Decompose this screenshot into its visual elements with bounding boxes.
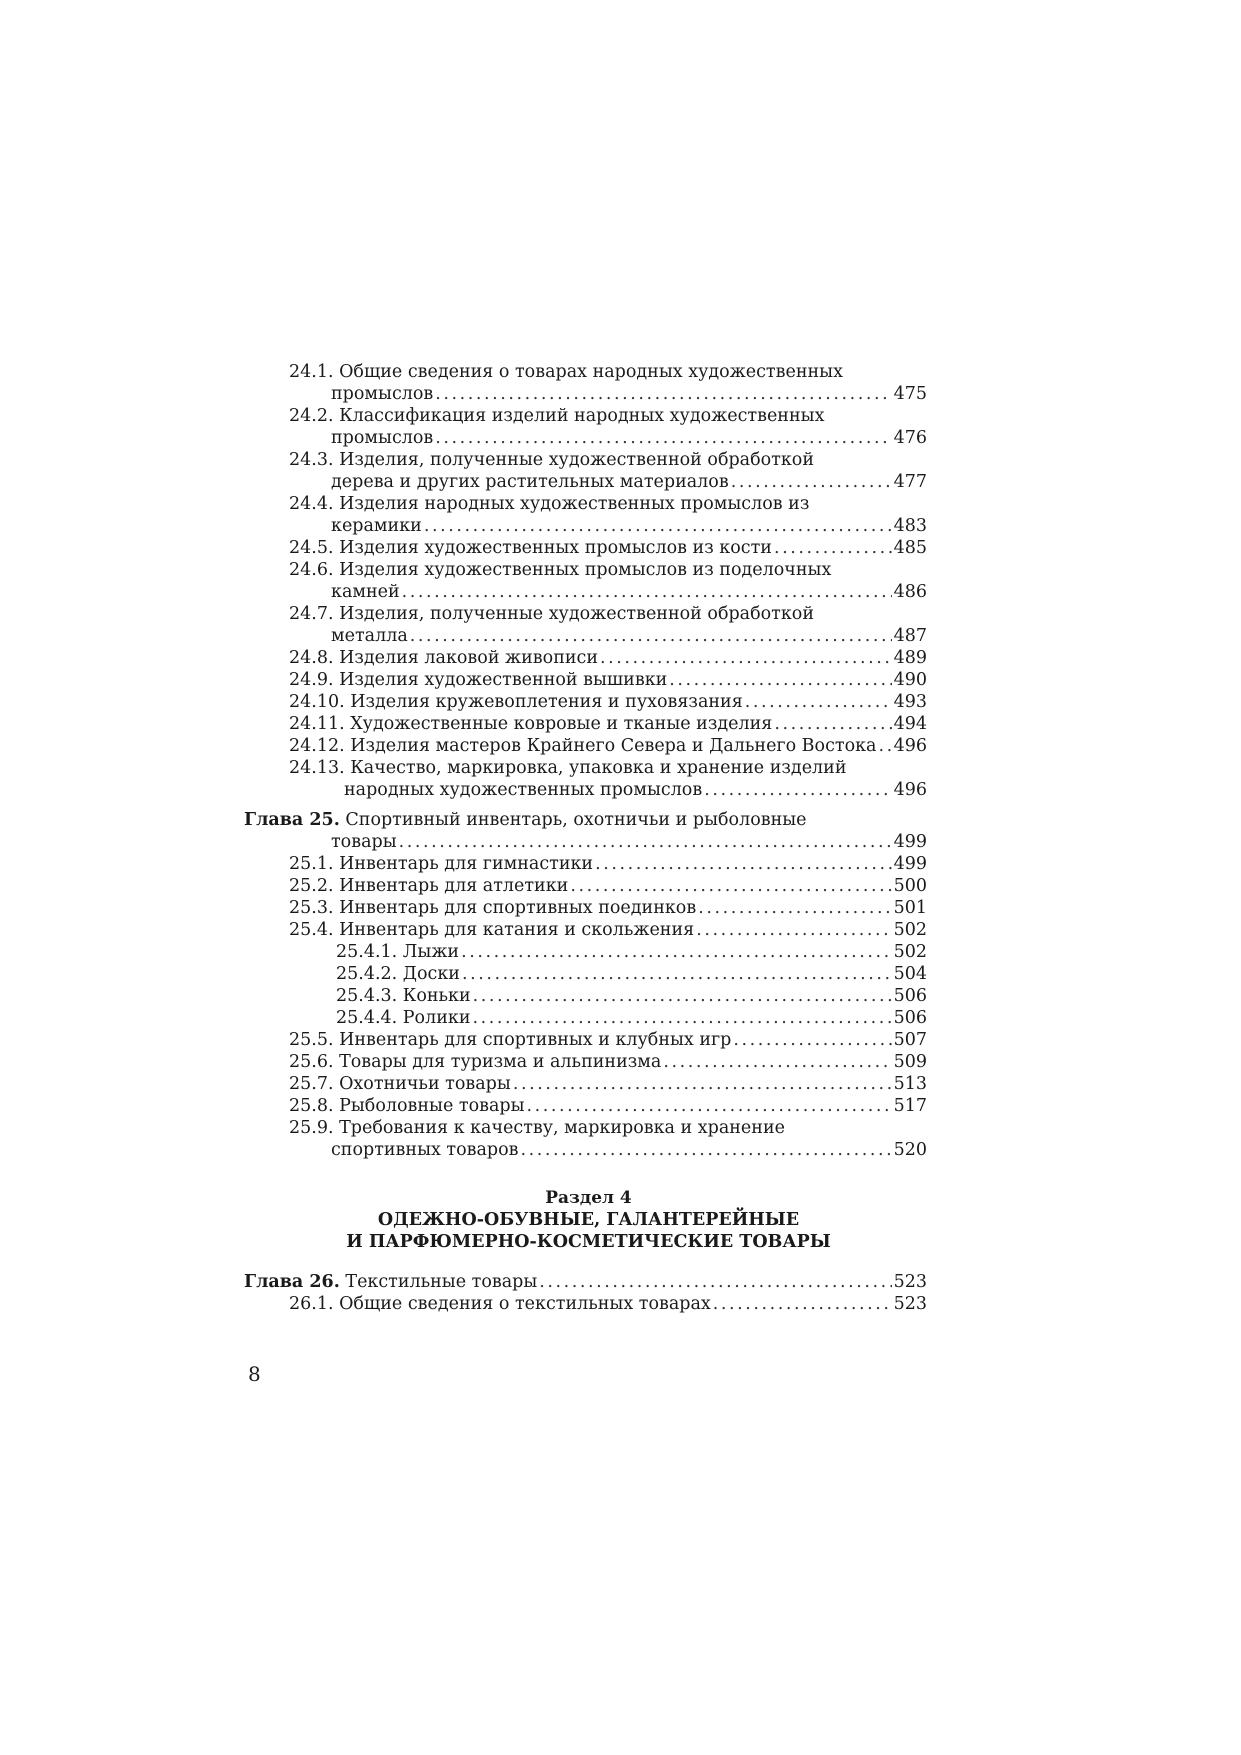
toc-page-number: 485	[893, 538, 927, 558]
toc-page-number: 496	[893, 736, 927, 756]
toc-page-number: 494	[893, 714, 927, 734]
toc-entry-text: 24.6. Изделия художественных промыслов из поделочных	[289, 560, 832, 580]
toc-entry-text: керамики	[331, 516, 422, 536]
toc-page-number: 501	[893, 898, 927, 918]
toc-entry-24-6	[244, 559, 927, 603]
toc-entry-text: 25.4.2. Доски	[336, 964, 460, 984]
toc-entry-24-9	[244, 669, 927, 691]
page-number: 8	[248, 1362, 261, 1386]
section-title-line-1: ОДЕЖНО-ОБУВНЫЕ, ГАЛАНТЕРЕЙНЫЕ	[377, 1210, 800, 1230]
toc-chapter-26	[244, 1271, 927, 1293]
toc-page-number: 513	[893, 1074, 927, 1094]
toc-entry-25-7	[244, 1073, 927, 1095]
toc-entry-text: 25.2. Инвентарь для атлетики	[289, 876, 569, 896]
toc-entry-24-1	[244, 361, 927, 405]
toc-page-number: 523	[893, 1272, 927, 1292]
toc-entry-24-13	[244, 757, 927, 801]
toc-entry-text: 25.7. Охотничьи товары	[289, 1074, 511, 1094]
toc-entry-text: 24.4. Изделия народных художественных промыслов из	[289, 494, 810, 514]
toc-entry-text: 25.4.4. Ролики	[336, 1008, 471, 1028]
toc-page-number: 476	[893, 428, 927, 448]
toc-entry-text: камней	[331, 582, 400, 602]
toc-page-number: 506	[893, 986, 927, 1006]
toc-page-number: 502	[893, 942, 927, 962]
toc-entry-24-3	[244, 449, 927, 493]
toc-entry-text: 24.7. Изделия, полученные художественной обработкой	[289, 604, 814, 624]
toc-entry-text: 25.4.1. Лыжи	[336, 942, 460, 962]
chapter-label: Глава 25.	[244, 810, 340, 830]
toc-page-number: 499	[893, 854, 927, 874]
toc-entry-text: 25.3. Инвентарь для спортивных поединков	[289, 898, 697, 918]
toc-entry-25-5	[244, 1029, 927, 1051]
toc-chapter-25	[244, 809, 927, 853]
toc-entry-text: промыслов	[331, 384, 434, 404]
toc-page-number: 517	[893, 1096, 927, 1116]
toc-page-number: 486	[893, 582, 927, 602]
toc-entry-text: металла	[331, 626, 408, 646]
toc-entry-25-2	[244, 875, 927, 897]
toc-entry-24-10	[244, 691, 927, 713]
toc-entry-25-6	[244, 1051, 927, 1073]
toc-entry-text: промыслов	[331, 428, 434, 448]
toc-entry-24-7	[244, 603, 927, 647]
toc-page-number: 483	[893, 516, 927, 536]
toc-entry-text: 25.9. Требования к качеству, маркировка и хранение	[289, 1118, 785, 1138]
toc-entry-25-4-3	[244, 985, 927, 1007]
toc-page-number: 490	[893, 670, 927, 690]
toc-entry-24-8	[244, 647, 927, 669]
toc-entry-text: 24.9. Изделия художественной вышивки	[289, 670, 668, 690]
toc-page-number: 509	[893, 1052, 927, 1072]
toc-entry-25-3	[244, 897, 927, 919]
toc-entry-text: 24.1. Общие сведения о товарах народных художественных	[289, 362, 843, 382]
toc-entry-text: 24.5. Изделия художественных промыслов из кости	[289, 538, 772, 558]
toc-entry-25-4-4	[244, 1007, 927, 1029]
toc-entry-text: Текстильные товары	[345, 1272, 538, 1292]
toc-entry-25-1	[244, 853, 927, 875]
toc-page-number: 504	[893, 964, 927, 984]
section-number: Раздел 4	[545, 1188, 632, 1208]
toc-page-number: 507	[893, 1030, 927, 1050]
toc-page-number: 520	[893, 1140, 927, 1160]
toc-entry-text: 24.8. Изделия лаковой живописи	[289, 648, 598, 668]
toc-entry-text: 25.6. Товары для туризма и альпинизма	[289, 1052, 662, 1072]
toc-entry-text: народных художественных промыслов	[344, 780, 703, 800]
toc-page-number: 489	[893, 648, 927, 668]
toc-entry-24-4	[244, 493, 927, 537]
toc-entry-text: 26.1. Общие сведения о текстильных товарах	[289, 1294, 711, 1314]
toc-entry-text: 24.2. Классификация изделий народных художественных	[289, 406, 825, 426]
toc-entry-25-4-2	[244, 963, 927, 985]
section-heading	[244, 1187, 927, 1253]
toc-entry-text: 24.3. Изделия, полученные художественной обработкой	[289, 450, 814, 470]
toc-entry-24-2	[244, 405, 927, 449]
toc-entry-text: 24.12. Изделия мастеров Крайнего Севера и Дальнего Востока	[289, 736, 877, 756]
toc-entry-text: 24.13. Качество, маркировка, упаковка и хранение изделий	[289, 758, 847, 778]
toc-entry-text: 24.11. Художественные ковровые и тканые изделия	[289, 714, 773, 734]
toc-entry-text: спортивных товаров	[331, 1140, 519, 1160]
toc-page-number: 496	[893, 780, 927, 800]
toc-entry-text: 25.4.3. Коньки	[336, 986, 471, 1006]
toc-entry-24-11	[244, 713, 927, 735]
toc-entry-25-9	[244, 1117, 927, 1161]
toc-entry-text: дерева и других растительных материалов	[331, 472, 729, 492]
toc-entry-24-5	[244, 537, 927, 559]
toc-entry-text: 25.1. Инвентарь для гимнастики	[289, 854, 594, 874]
toc-page-number: 475	[893, 384, 927, 404]
toc-entry-text: 25.5. Инвентарь для спортивных и клубных игр	[289, 1030, 732, 1050]
table-of-contents	[244, 361, 927, 1315]
toc-page-number: 477	[893, 472, 927, 492]
toc-entry-text: 24.10. Изделия кружевоплетения и пуховязания	[289, 692, 743, 712]
toc-page-number: 487	[893, 626, 927, 646]
toc-page-number: 506	[893, 1008, 927, 1028]
toc-entry-25-8	[244, 1095, 927, 1117]
chapter-label: Глава 26.	[244, 1272, 340, 1292]
toc-entry-25-4-1	[244, 941, 927, 963]
section-title-line-2: И ПАРФЮМЕРНО-КОСМЕТИЧЕСКИЕ ТОВАРЫ	[346, 1232, 831, 1252]
toc-entry-text: товары	[331, 832, 397, 852]
toc-entry-24-12	[244, 735, 927, 757]
toc-page-number: 493	[893, 692, 927, 712]
toc-entry-text: Спортивный инвентарь, охотничьи и рыболовные	[345, 810, 807, 830]
toc-entry-25-4	[244, 919, 927, 941]
toc-page-number: 499	[893, 832, 927, 852]
toc-entry-text: 25.4. Инвентарь для катания и скольжения	[289, 920, 695, 940]
toc-page-number: 500	[893, 876, 927, 896]
toc-entry-26-1	[244, 1293, 927, 1315]
toc-page-number: 502	[893, 920, 927, 940]
toc-entry-text: 25.8. Рыболовные товары	[289, 1096, 525, 1116]
toc-page-number: 523	[893, 1294, 927, 1314]
